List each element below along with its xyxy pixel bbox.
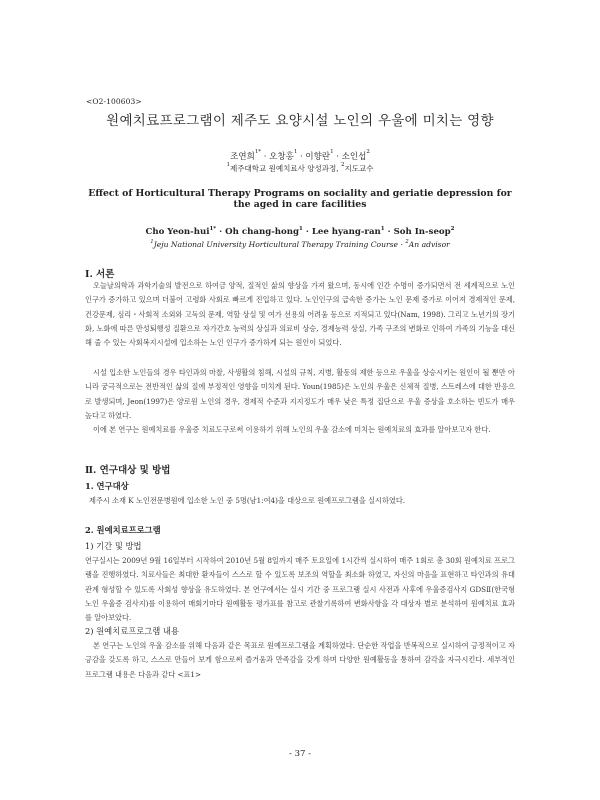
affiliation-mark: 2 — [340, 162, 345, 168]
author-mark: 2 — [450, 226, 455, 232]
affiliation-mark: 1 — [226, 162, 231, 168]
affiliation-mark: 1 — [150, 239, 154, 245]
affiliation-text: 제주대학교 원예치료사 양성과정, — [230, 164, 341, 173]
introduction-paragraph: 이에 본 연구는 원예치료를 우울증 치료도구로써 이용하기 위해 노인의 우울 감소에 미치는 원예치료의 효과를 알아보고자 한다. — [93, 425, 491, 434]
content-paragraph: 본 연구는 노인의 우울 감소를 위해 다음과 같은 목표로 원예프로그램을 계획하였다. 단순한 작업을 반복적으로 실시하여 긍정적이고 자긍감을 갖도록 하고, 스스로 만들어 보게 함으로써 즐거움과 만족감을 갖게 하며 다양한 원예활동을 통하여 감각을 자극시킨다. 세부적인 프로그램 내용은 다음과 같다 <표1> — [85, 641, 515, 679]
author-separator: · — [297, 152, 306, 162]
author-separator: · — [261, 152, 270, 162]
introduction-paragraph: 시설 입소한 노인들의 경우 타인과의 마찰, 사생활의 침해, 시설의 규칙, 지병, 활동의 제한 등으로 우울을 상승시키는 원인이 될 뿐만 아니라 궁극적으로는 전반적인 삶의 질에 부정적인 영향을 미치게 된다. Youn(1985)은 노인의 우울은 신체적 질병, 스트레스에 대한 반응으로 발생되며, Jeon(1997)은 양로원 노인의 경우, 경제적 수준과 지지정도가 매우 낮은 특정 집단으로 우울 증상을 호소하는 빈도가 매우 높다고 하였다. — [85, 368, 515, 420]
title-english-line: Effect of Horticultural Therapy Programs on sociality and geriatie depression for — [88, 188, 512, 199]
author-mark: 1 — [293, 149, 298, 155]
author-name: Cho Yeon-hui — [145, 227, 210, 237]
author-name: 소인섭 — [341, 152, 367, 162]
author-name: 조연희 — [230, 152, 255, 162]
introduction-paragraph: 오늘날의학과 과학기술의 발전으로 하여금 양적, 질적인 삶의 향상을 가져 왔으며, 동시에 인간 수명이 증가되면서 전 세계적으로 노인인구가 증가하고 있으며 더불어 고령화 사회로 빠르게 진입하고 있다. 노인인구의 급속한 증가는 노인 문제 증가로 이어져 경제적인 문제, 건강문제, 심리・사회적 소외와 고독의 문제, 역할 상실 및 여가 선용의 어려움 등으로 지적되고 있다(Nam, 1998). 그리고 노년기의 장기화, 노화에 따른 만성퇴행성 질환으로 자가간호 능력의 상실과 의료비 상승, 경제능력 상실, 가족 구조의 변화로 인하여 가족의 기능을 대신해 줄 수 있는 사회복지시설에 입소하는 노인 인구가 증가하게 되는 원인이 되었다. — [85, 281, 515, 348]
subsection-heading-program: 2. 원예치료프로그램 — [85, 525, 161, 535]
author-name: Oh chang-hong — [225, 227, 300, 237]
author-mark: 2 — [366, 149, 370, 155]
author-separator: · — [216, 227, 226, 237]
authors-korean — [70, 150, 530, 162]
title-english — [70, 188, 530, 210]
authors-english — [70, 227, 530, 237]
author-separator: · — [302, 227, 312, 237]
page-number: - 37 - — [289, 749, 311, 759]
section-heading-introduction: Ⅰ. 서론 — [85, 269, 115, 280]
affiliation-korean — [70, 163, 530, 174]
affiliation-text: 지도교수 — [344, 164, 374, 173]
section-heading-methods: Ⅱ. 연구대상 및 방법 — [85, 465, 171, 476]
author-name: 이향란 — [305, 152, 331, 162]
title-english-line: the aged in care facilities — [233, 199, 367, 210]
author-name: 오창홍 — [269, 152, 294, 162]
affiliation-mark: 2 — [405, 239, 409, 245]
subsection-heading-subjects: 1. 연구대상 — [85, 481, 129, 491]
title-korean: 원예치료프로그램이 제주도 요양시설 노인의 우울에 미치는 영향 — [106, 113, 494, 129]
author-name: Lee hyang-ran — [311, 227, 381, 237]
author-name: Soh In-seop — [393, 227, 451, 237]
period-paragraph: 연구실시는 2009년 9월 16일부터 시작하여 2010년 5월 8일까지 매주 토요일에 1시간씩 실시하여 매주 1회로 총 30회 원예치료 프로그램을 진행하였다. 치료사들은 최대한 환자들이 스스로 할 수 있도록 보조의 역할을 최소화 하였고, 자신의 마음을 표현하고 타인과의 유대 관계 형성할 수 있도록 사회성 향상을 유도하였다. 본 연구에서는 실시 기간 중 프로그램 실시 사전과 사후에 우울증검사지 GDSⅡ(한국형 노인 우울증 검사지)를 이용하여 매회기마다 원예활동 평가표를 참고로 관찰기록하여 변화사항을 각 대상자 별로 분석하여 원예치료 효과를 알아보았다. — [85, 556, 515, 623]
author-mark: 1* — [209, 226, 217, 232]
subsection-heading-content: 2) 원예치료프로그램 내용 — [85, 626, 179, 636]
author-mark: 1 — [330, 149, 334, 155]
subsection-heading-period: 1) 기간 및 방법 — [85, 541, 142, 551]
affiliation-english — [70, 240, 530, 249]
abstract-code: <O2-100603> — [86, 97, 142, 106]
subjects-paragraph: 제주시 소재 K 노인전문병원에 입소한 노인 중 5명(남1:여4)을 대상으로 원예프로그램을 실시하였다. — [89, 496, 406, 505]
affiliation-text: Jeju National University Horticultural Therapy Training Course · — [153, 240, 406, 249]
author-mark: 1* — [254, 149, 262, 155]
author-separator: · — [384, 227, 394, 237]
author-separator: · — [333, 152, 342, 162]
author-mark: 1 — [380, 226, 385, 232]
author-mark: 1 — [299, 226, 303, 232]
affiliation-text: An advisor — [408, 240, 450, 249]
